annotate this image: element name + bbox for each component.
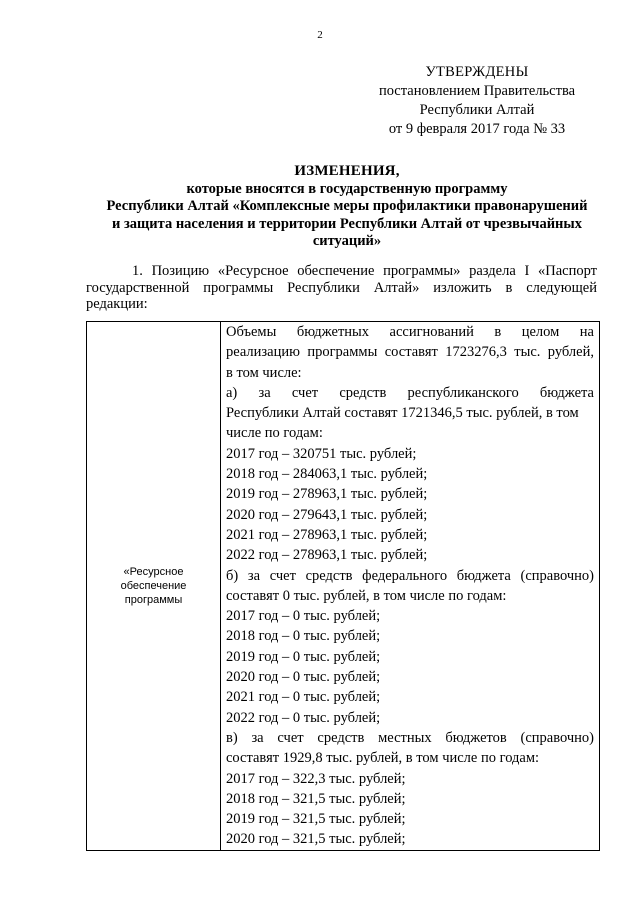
position-name-line: программы xyxy=(124,593,183,606)
content-line: б) за счет средств федерального бюджета (справочно) xyxy=(226,567,594,584)
paragraph-line: государственной программы Республики Алтай» изложить в следующей xyxy=(86,279,597,296)
content-line: 2021 год – 278963,1 тыс. рублей; xyxy=(226,526,428,543)
position-content-cell xyxy=(221,322,600,851)
content-line: числе по годам: xyxy=(226,425,323,442)
document-subtitle-line: которые вносятся в государственную программу xyxy=(186,180,508,197)
content-line: 2021 год – 0 тыс. рублей; xyxy=(226,689,381,706)
position-name-line: «Ресурсное xyxy=(123,565,184,578)
approval-line: постановлением Правительства xyxy=(378,83,576,99)
content-line: в том числе: xyxy=(226,364,302,381)
approval-date: от 9 февраля 2017 года № 33 xyxy=(388,121,566,137)
document-subtitle-line: и защита населения и территории Республики Алтай от чрезвычайных xyxy=(112,215,582,232)
content-line: составят 1929,8 тыс. рублей, в том числе по годам: xyxy=(226,750,540,767)
content-line: 2020 год – 279643,1 тыс. рублей; xyxy=(226,506,428,523)
resource-table xyxy=(86,321,600,851)
content-line: а) за счет средств республиканского бюджета xyxy=(226,384,594,401)
content-line: реализацию программы составят 1723276,3 тыс. рублей, xyxy=(226,344,594,361)
content-line: 2017 год – 320751 тыс. рублей; xyxy=(226,445,417,462)
content-line: 2017 год – 0 тыс. рублей; xyxy=(226,608,381,625)
content-line: 2018 год – 284063,1 тыс. рублей; xyxy=(226,466,428,483)
document-title: ИЗМЕНЕНИЯ, xyxy=(294,163,400,179)
table-row xyxy=(87,322,600,851)
document-heading xyxy=(86,163,608,251)
paragraph-line: 1. Позицию «Ресурсное обеспечение программы» раздела I «Паспорт xyxy=(132,263,597,279)
approval-block xyxy=(364,63,590,139)
content-line: Республики Алтай составят 1721346,5 тыс. рублей, в том xyxy=(226,405,579,422)
paragraph-line: редакции: xyxy=(86,296,148,312)
content-line: 2022 год – 0 тыс. рублей; xyxy=(226,709,381,726)
document-subtitle-line: Республики Алтай «Комплексные меры профилактики правонарушений xyxy=(106,198,588,214)
content-line: 2019 год – 321,5 тыс. рублей; xyxy=(226,811,406,828)
intro-paragraph xyxy=(86,263,597,313)
approval-title: УТВЕРЖДЕНЫ xyxy=(425,64,529,80)
content-line: 2019 год – 0 тыс. рублей; xyxy=(226,648,381,665)
content-line: 2018 год – 321,5 тыс. рублей; xyxy=(226,790,406,807)
content-line: 2020 год – 321,5 тыс. рублей; xyxy=(226,831,406,848)
content-line: 2017 год – 322,3 тыс. рублей; xyxy=(226,770,406,787)
content-line: в) за счет средств местных бюджетов (справочно) xyxy=(226,729,594,746)
position-name-cell xyxy=(87,322,221,851)
page-number: 2 xyxy=(317,29,323,41)
content-line: составят 0 тыс. рублей, в том числе по годам: xyxy=(226,587,507,604)
position-name-line: обеспечение xyxy=(120,579,187,592)
approval-line: Республики Алтай xyxy=(419,102,535,118)
content-line: 2020 год – 0 тыс. рублей; xyxy=(226,669,381,686)
content-line: Объемы бюджетных ассигнований в целом на xyxy=(226,324,594,340)
document-subtitle-line: ситуаций» xyxy=(312,233,382,249)
content-line: 2022 год – 278963,1 тыс. рублей; xyxy=(226,547,428,564)
content-line: 2018 год – 0 тыс. рублей; xyxy=(226,628,381,645)
content-line: 2019 год – 278963,1 тыс. рублей; xyxy=(226,486,428,503)
